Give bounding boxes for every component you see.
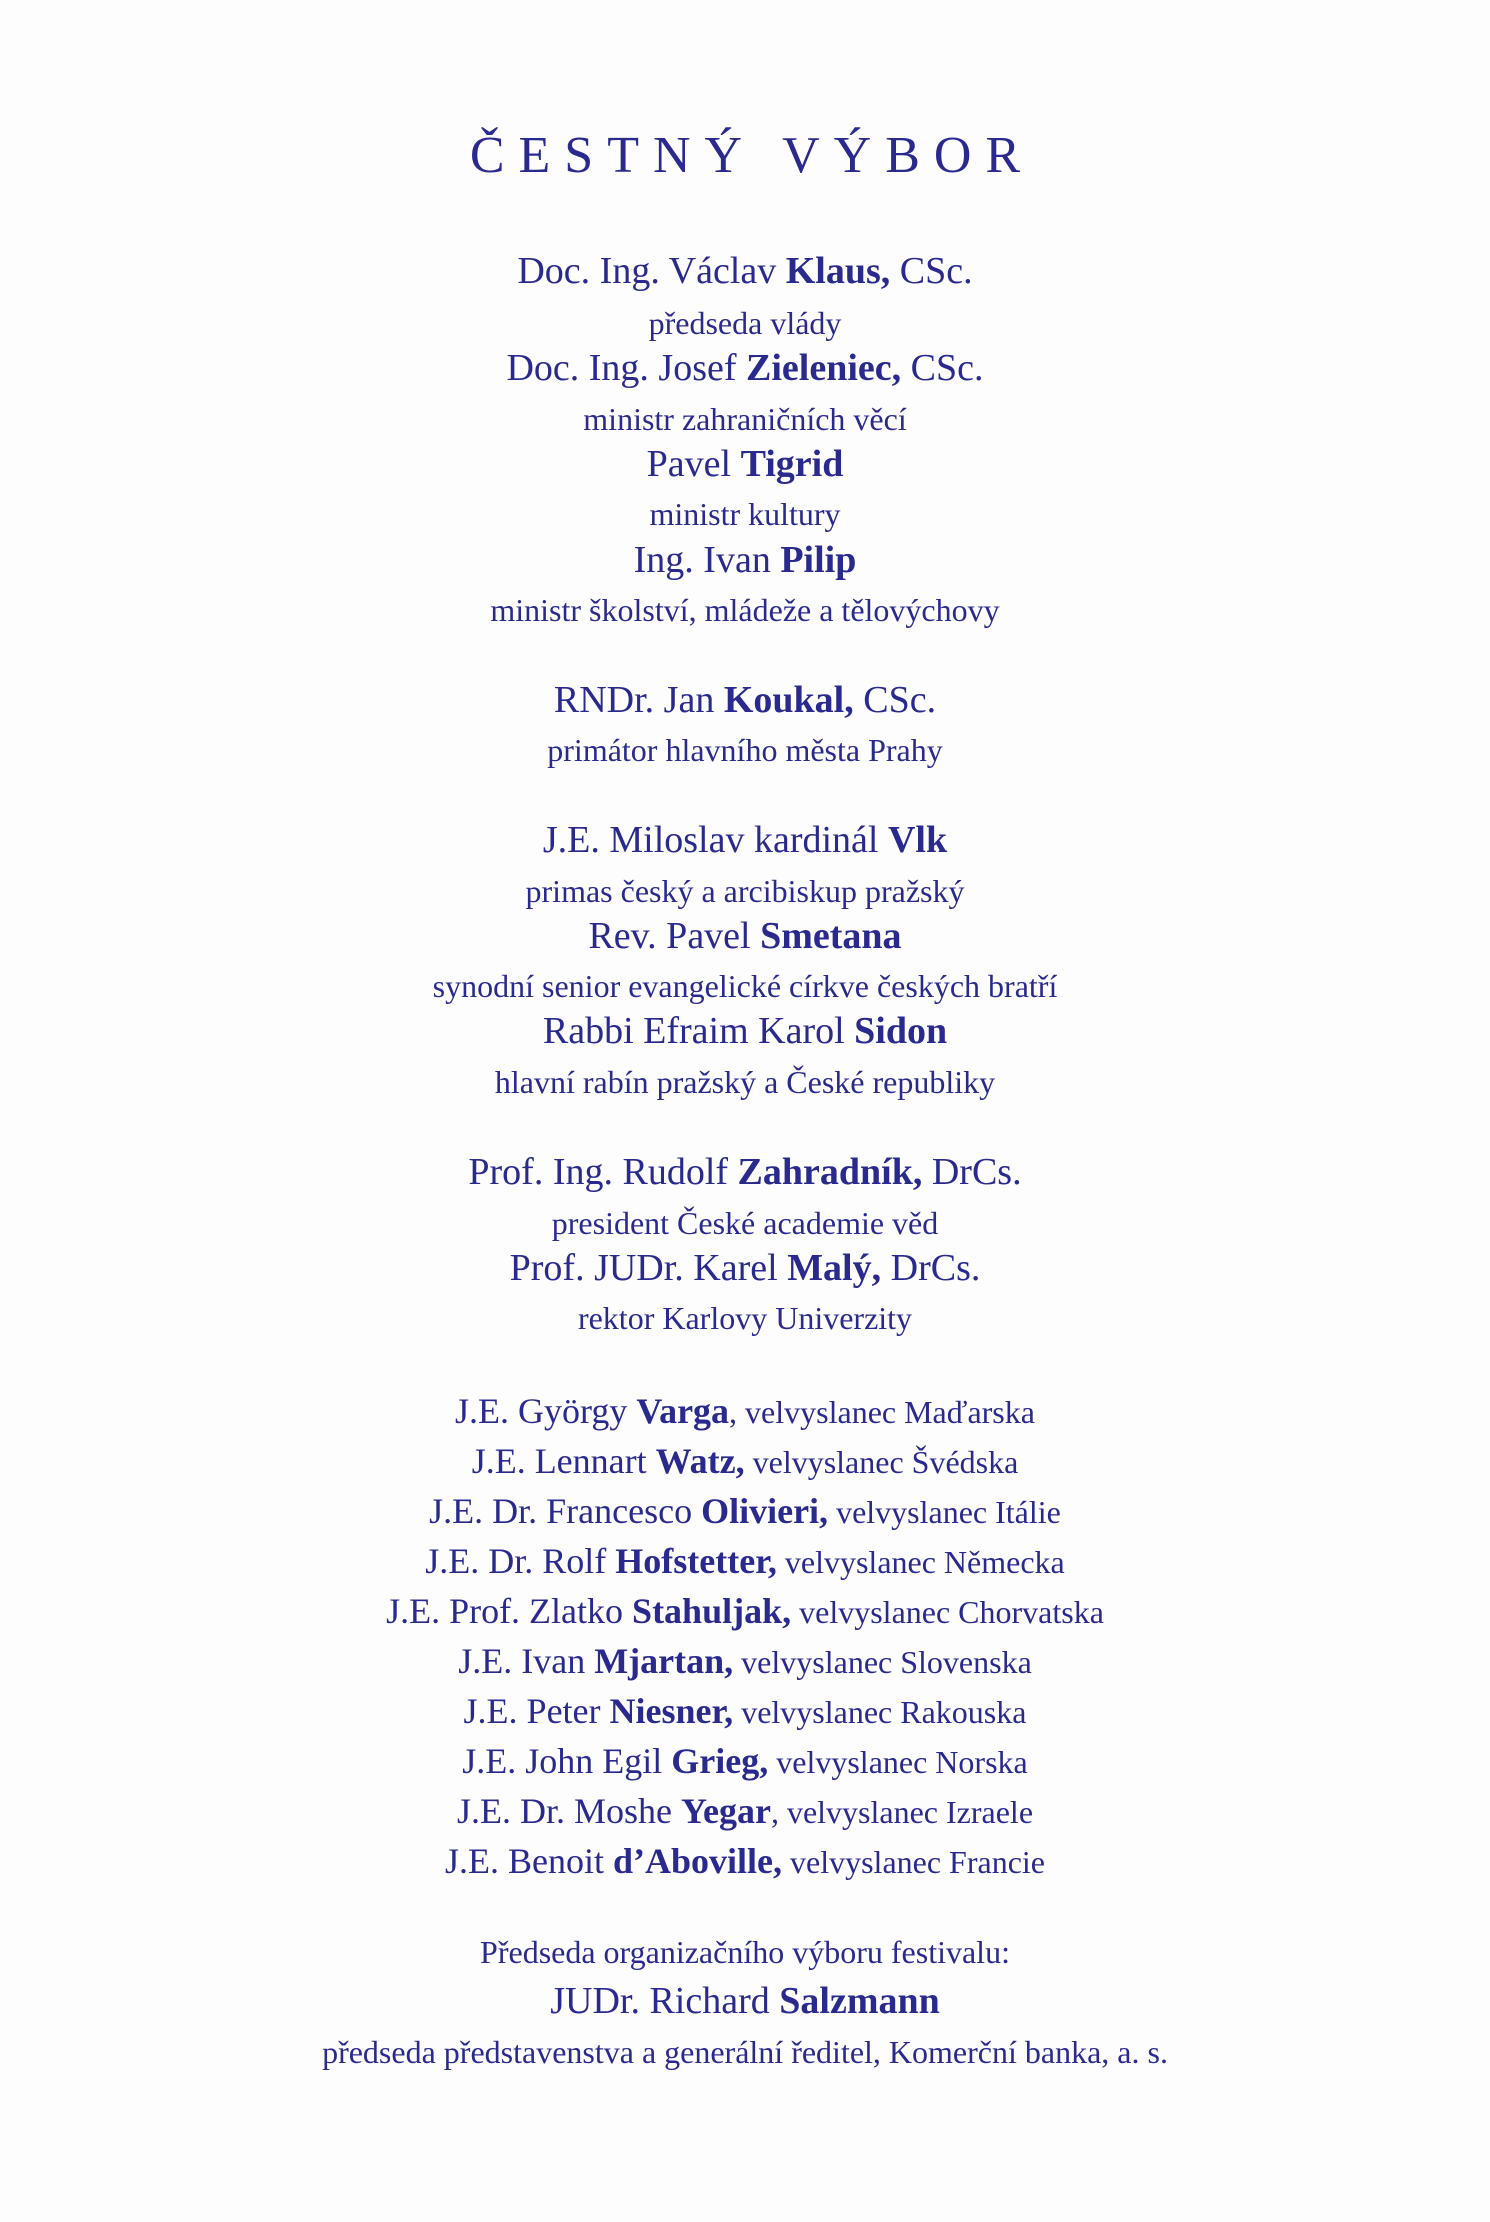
page-title: ČESTNÝ VÝBOR: [469, 127, 1035, 184]
member-name: Rev. Pavel Smetana: [588, 915, 902, 957]
member-role: primátor hlavního města Prahy: [547, 732, 943, 768]
organizer-label: Předseda organizačního výboru festivalu:: [480, 1934, 1010, 1970]
member-role: předseda vlády: [648, 305, 842, 341]
member-role: hlavní rabín pražský a České republiky: [494, 1064, 996, 1100]
member-name: J.E. Miloslav kardinál Vlk: [542, 819, 948, 861]
ambassador-line: J.E. John Egil Grieg, velvyslanec Norska: [462, 1741, 1028, 1781]
ambassador-line: J.E. Dr. Rolf Hofstetter, velvyslanec Německa: [425, 1541, 1065, 1581]
member-name: Pavel Tigrid: [646, 443, 844, 485]
ambassador-line: J.E. Peter Niesner, velvyslanec Rakouska: [463, 1691, 1027, 1731]
ambassador-line: J.E. Benoit d’Aboville, velvyslanec Francie: [444, 1841, 1045, 1881]
member-role: rektor Karlovy Univerzity: [577, 1300, 913, 1336]
member-role: ministr školství, mládeže a tělovýchovy: [490, 592, 1000, 628]
member-name: RNDr. Jan Koukal, CSc.: [553, 679, 937, 721]
member-name: Prof. JUDr. Karel Malý, DrCs.: [509, 1247, 981, 1289]
ambassador-line: J.E. Lennart Watz, velvyslanec Švédska: [471, 1441, 1019, 1481]
ambassador-line: J.E. Dr. Francesco Olivieri, velvyslanec Itálie: [429, 1491, 1061, 1531]
ambassador-line: J.E. György Varga, velvyslanec Maďarska: [455, 1391, 1035, 1431]
member-role: ministr kultury: [649, 496, 841, 532]
member-name: Ing. Ivan Pilip: [633, 539, 857, 581]
member-name: Doc. Ing. Václav Klaus, CSc.: [517, 250, 973, 292]
member-role: president České academie věd: [551, 1205, 939, 1241]
member-name: Rabbi Efraim Karol Sidon: [542, 1010, 948, 1052]
organizer-role: předseda představenstva a generální ředitel, Komerční banka, a. s.: [322, 2034, 1168, 2070]
ambassador-line: J.E. Prof. Zlatko Stahuljak, velvyslanec Chorvatska: [386, 1591, 1104, 1631]
member-name: Doc. Ing. Josef Zieleniec, CSc.: [506, 347, 984, 389]
member-role: primas český a arcibiskup pražský: [525, 873, 965, 909]
organizer-name: JUDr. Richard Salzmann: [550, 1980, 940, 2022]
ambassador-line: J.E. Dr. Moshe Yegar, velvyslanec Izraele: [456, 1791, 1034, 1831]
member-role: synodní senior evangelické církve českých bratří: [432, 968, 1058, 1004]
ambassador-line: J.E. Ivan Mjartan, velvyslanec Slovenska: [458, 1641, 1032, 1681]
member-role: ministr zahraničních věcí: [583, 401, 907, 437]
member-name: Prof. Ing. Rudolf Zahradník, DrCs.: [468, 1151, 1022, 1193]
